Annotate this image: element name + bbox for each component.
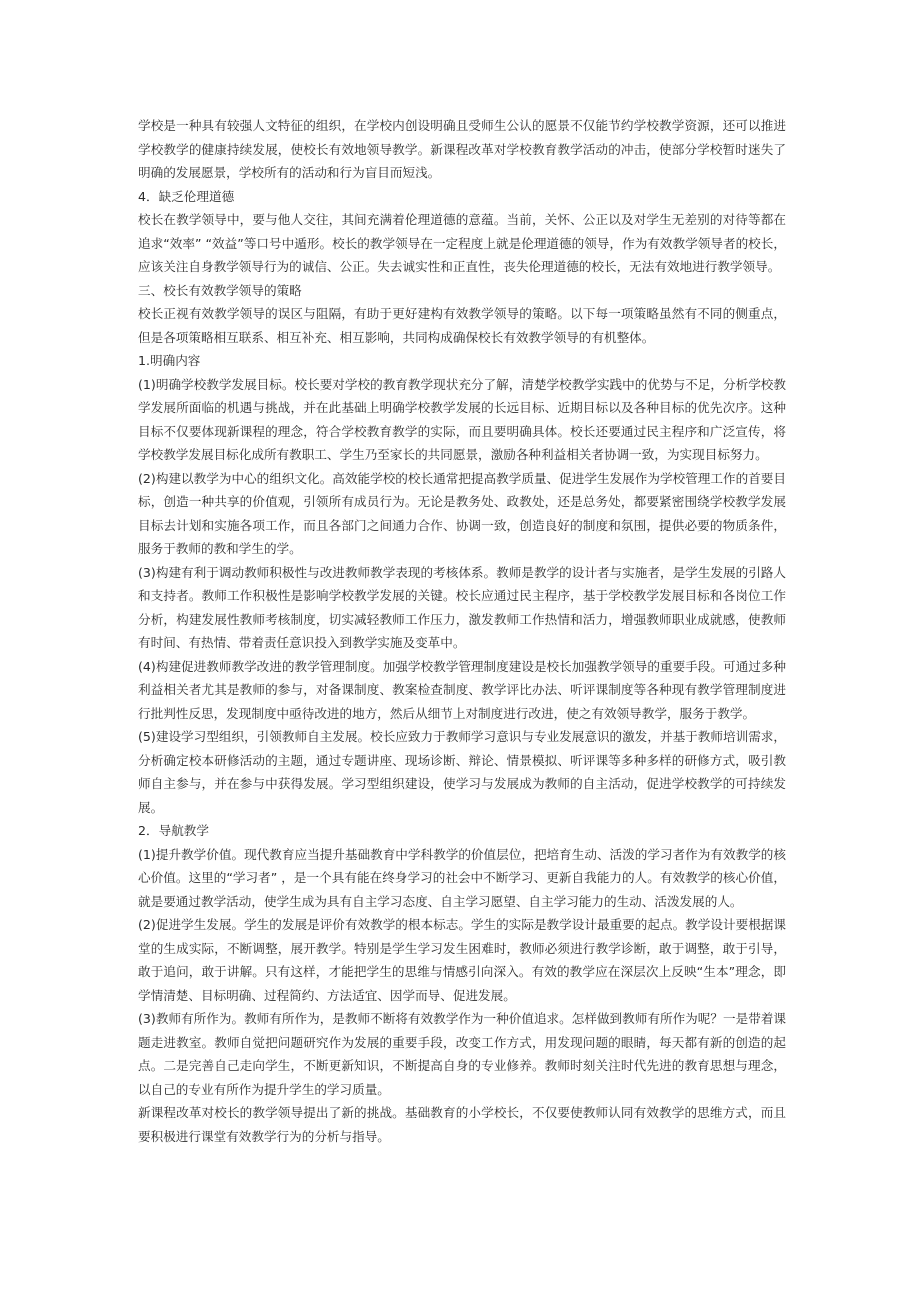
section-heading: 2．导航教学	[138, 823, 209, 838]
section-heading: 1.明确内容	[138, 353, 201, 368]
paragraph: (1)明确学校教学发展目标。校长要对学校的教育教学现状充分了解，清楚学校教学实践中的优势与不足，分析学校教学发展所面临的机遇与挑战，并在此基础上明确学校教学发展的长远目标、近期目标以及各种目标的优先次序。这种目标不仅要体现新课程的理念，符合学校教育教学的实际，而且要明确具体。校长还要通过民主程序和广泛宣传，将学校教学发展目标化成所有教职工、学生乃至家长的共同愿景，激励各种利益相关者协调一致，为实现目标努力。	[138, 376, 786, 462]
paragraph: 校长在教学领导中，要与他人交往，其间充满着伦理道德的意蕴。当前，关怀、公正以及对学生无差别的对待等都在追求“效率” “效益”等口号中遁形。校长的教学领导在一定程度上就是伦理道德的领导，作为有效教学领导者的校长，应该关注自身教学领导行为的诚信、公正。失去诚实性和正直性，丧失伦理道德的校长，无法有效地进行教学领导。	[138, 212, 786, 274]
paragraph: (4)构建促进教师教学改进的教学管理制度。加强学校教学管理制度建设是校长加强教学领导的重要手段。可通过多种利益相关者尤其是教师的参与，对备课制度、教案检查制度、教学评比办法、听评课制度等各种现有教学管理制度进行批判性反思，发现制度中亟待改进的地方，然后从细节上对制度进行改进，使之有效领导教学，服务于教学。	[138, 658, 786, 721]
paragraph: 学校是一种具有较强人文特征的组织，在学校内创设明确且受师生公认的愿景不仅能节约学校教学资源，还可以推进学校教学的健康持续发展，使校长有效地领导教学。新课程改革对学校教育教学活动的冲击，使部分学校暂时迷失了明确的发展愿景，学校所有的活动和行为盲目而短浅。	[138, 118, 786, 180]
paragraph: 新课程改革对校长的教学领导提出了新的挑战。基础教育的小学校长，不仅要使教师认同有效教学的思维方式，而且要积极进行课堂有效教学行为的分析与指导。	[138, 1105, 786, 1144]
section-heading: 三、校长有效教学领导的策略	[138, 282, 302, 298]
paragraph: (3)构建有利于调动教师积极性与改进教师教学表现的考核体系。教师是教学的设计者与实施者，是学生发展的引路人和支持者。教师工作积极性是影响学校教学发展的关键。校长应通过民主程序，基于学校教学发展目标和各岗位工作分析，构建发展性教师考核制度，切实减轻教师工作压力，激发教师工作热情和活力，增强教师职业成就感，使教师有时间、有热情、带着责任意识投入到教学实施及变革中。	[138, 564, 786, 650]
paragraph: (3)教师有所作为。教师有所作为，是教师不断将有效教学作为一种价值追求。怎样做到教师有所作为呢？一是带着课题走进教室。教师自觉把问题研究作为发展的重要手段，改变工作方式，用发现问题的眼睛，每天都有新的创造的起点。二是完善自己走向学生，不断更新知识，不断提高自身的专业修养。教师时刻关注时代先进的教育思想与理念，以自己的专业有所作为提升学生的学习质量。	[138, 1011, 786, 1097]
document-body	[138, 114, 786, 1148]
paragraph: 校长正视有效教学领导的误区与阻隔，有助于更好建构有效教学领导的策略。以下每一项策略虽然有不同的侧重点，但是各项策略相互联系、相互补充、相互影响，共同构成确保校长有效教学领导的有机整体。	[138, 306, 786, 345]
section-heading: 4．缺乏伦理道德	[138, 188, 235, 204]
paragraph: (1)提升教学价值。现代教育应当提升基础教育中学科教学的价值层位，把培育生动、活泼的学习者作为有效教学的核心价值。这里的“学习者” ，是一个具有能在终身学习的社会中不断学习、更新自我能力的人。有效教学的核心价值，就是要通过教学活动，使学生成为具有自主学习态度、自主学习愿望、自主学习能力的生动、活泼发展的人。	[138, 846, 786, 909]
paragraph: (2)促进学生发展。学生的发展是评价有效教学的根本标志。学生的实际是教学设计最重要的起点。教学设计要根据课堂的生成实际，不断调整，展开教学。特别是学生学习发生困难时，教师必须进行教学诊断，敢于调整，敢于引导，敢于追问，敢于讲解。只有这样，才能把学生的思维与情感引向深入。有效的教学应在深层次上反映“生本”理念，即学情清楚、目标明确、过程简约、方法适宜、因学而导、促进发展。	[138, 917, 786, 1003]
paragraph: (5)建设学习型组织，引领教师自主发展。校长应致力于教师学习意识与专业发展意识的激发，并基于教师培训需求，分析确定校本研修活动的主题，通过专题讲座、现场诊断、辩论、情景模拟、听评课等多种多样的研修方式，吸引教师自主参与，并在参与中获得发展。学习型组织建设，使学习与发展成为教师的自主活动，促进学校教学的可持续发展。	[138, 729, 786, 815]
paragraph: (2)构建以教学为中心的组织文化。高效能学校的校长通常把提高教学质量、促进学生发展作为学校管理工作的首要目标，创造一种共享的价值观，引领所有成员行为。无论是教务处、政教处，还是总务处，都要紧密围绕学校教学发展目标去计划和实施各项工作，而且各部门之间通力合作、协调一致，创造良好的制度和氛围，提供必要的物质条件，服务于教师的教和学生的学。	[138, 470, 786, 556]
